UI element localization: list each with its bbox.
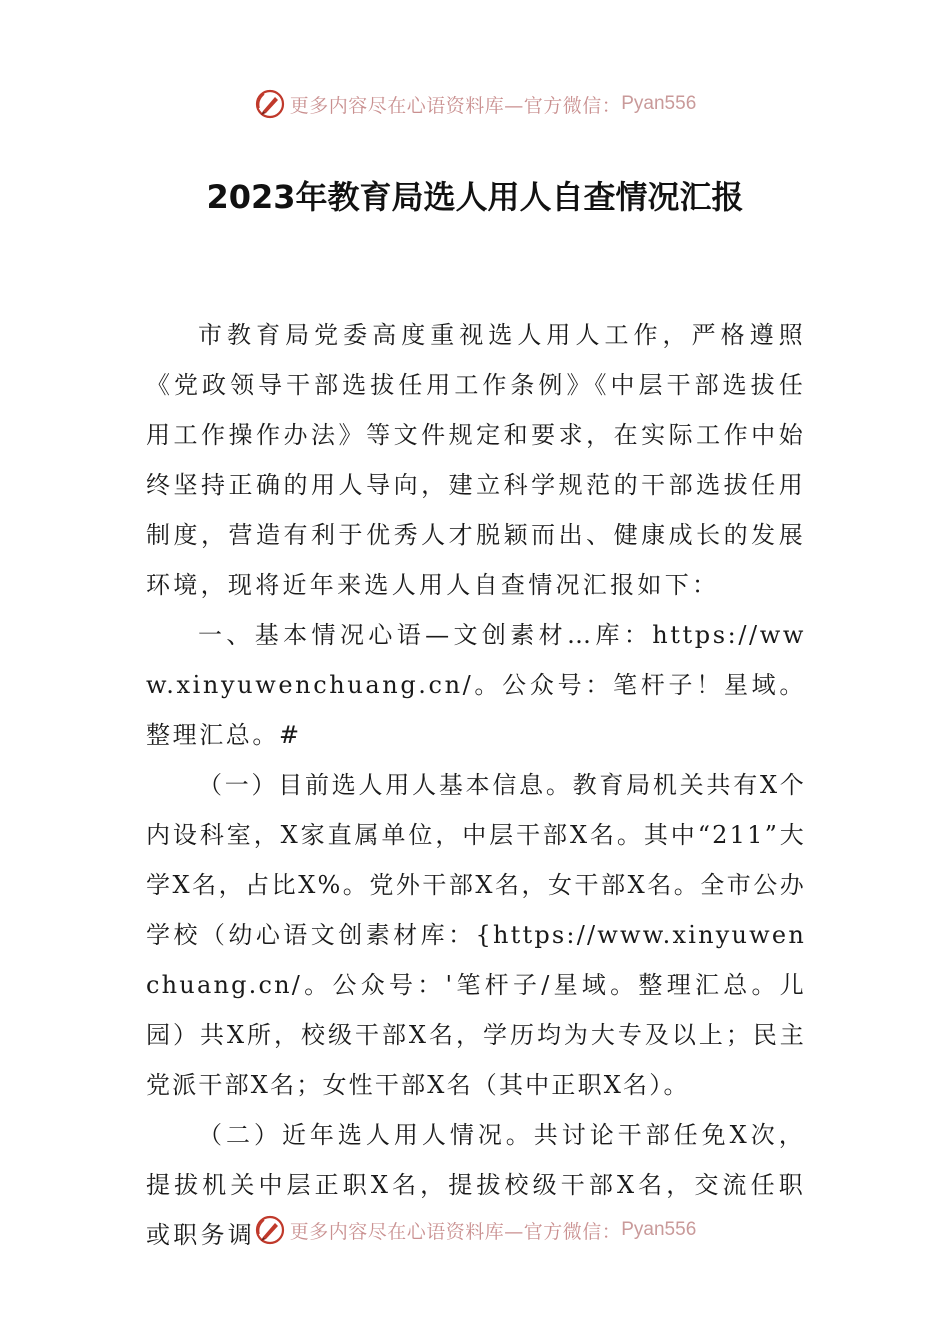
footer-banner-text: 更多内容尽在心语资料库—官方微信：	[289, 1220, 622, 1243]
header-banner-id: Pyan556	[621, 93, 697, 114]
section-1-1-paragraph: （一）目前选人用人基本信息。教育局机关共有X个内设科室，X家直属单位，中层干部X名。其中“211”大学X名，占比X%。党外干部X名，女干部X名。全市公办学校（幼心语文创素材库：{https://www.xinyuwenchuang.cn/。公众号：'笔杆子/星域。整理汇总。儿园）共X所，校级干部X名，学历均为大专及以上；民主党派干部X名；女性干部X名（其中正职X名）。	[146, 771, 806, 1099]
header-banner-text: 更多内容尽在心语资料库—官方微信：	[289, 94, 622, 117]
pen-logo-icon	[254, 1214, 286, 1246]
section-1-heading: 一、基本情况心语—文创素材…库：https://www.xinyuwenchuang.cn/。公众号：笔杆子！星域。整理汇总。#	[146, 621, 806, 749]
footer-banner	[0, 1210, 950, 1250]
document-title: 2023年教育局选人用人自查情况汇报	[206, 178, 744, 216]
section-1-2-paragraph: （二）近年选人用人情况。共讨论干部任免X次，提拔机关中层正职X名，提拔校级干部X名，交流任职或职务调	[146, 1121, 806, 1249]
document-body	[146, 310, 806, 1260]
header-banner	[0, 84, 950, 124]
pen-logo-icon	[254, 88, 286, 120]
intro-paragraph: 市教育局党委高度重视选人用人工作，严格遵照《党政领导干部选拔任用工作条例》《中层干部选拔任用工作操作办法》等文件规定和要求，在实际工作中始终坚持正确的用人导向，建立科学规范的干部选拔任用制度，营造有利于优秀人才脱颖而出、健康成长的发展环境，现将近年来选人用人自查情况汇报如下：	[146, 321, 806, 599]
footer-banner-id: Pyan556	[621, 1219, 697, 1240]
